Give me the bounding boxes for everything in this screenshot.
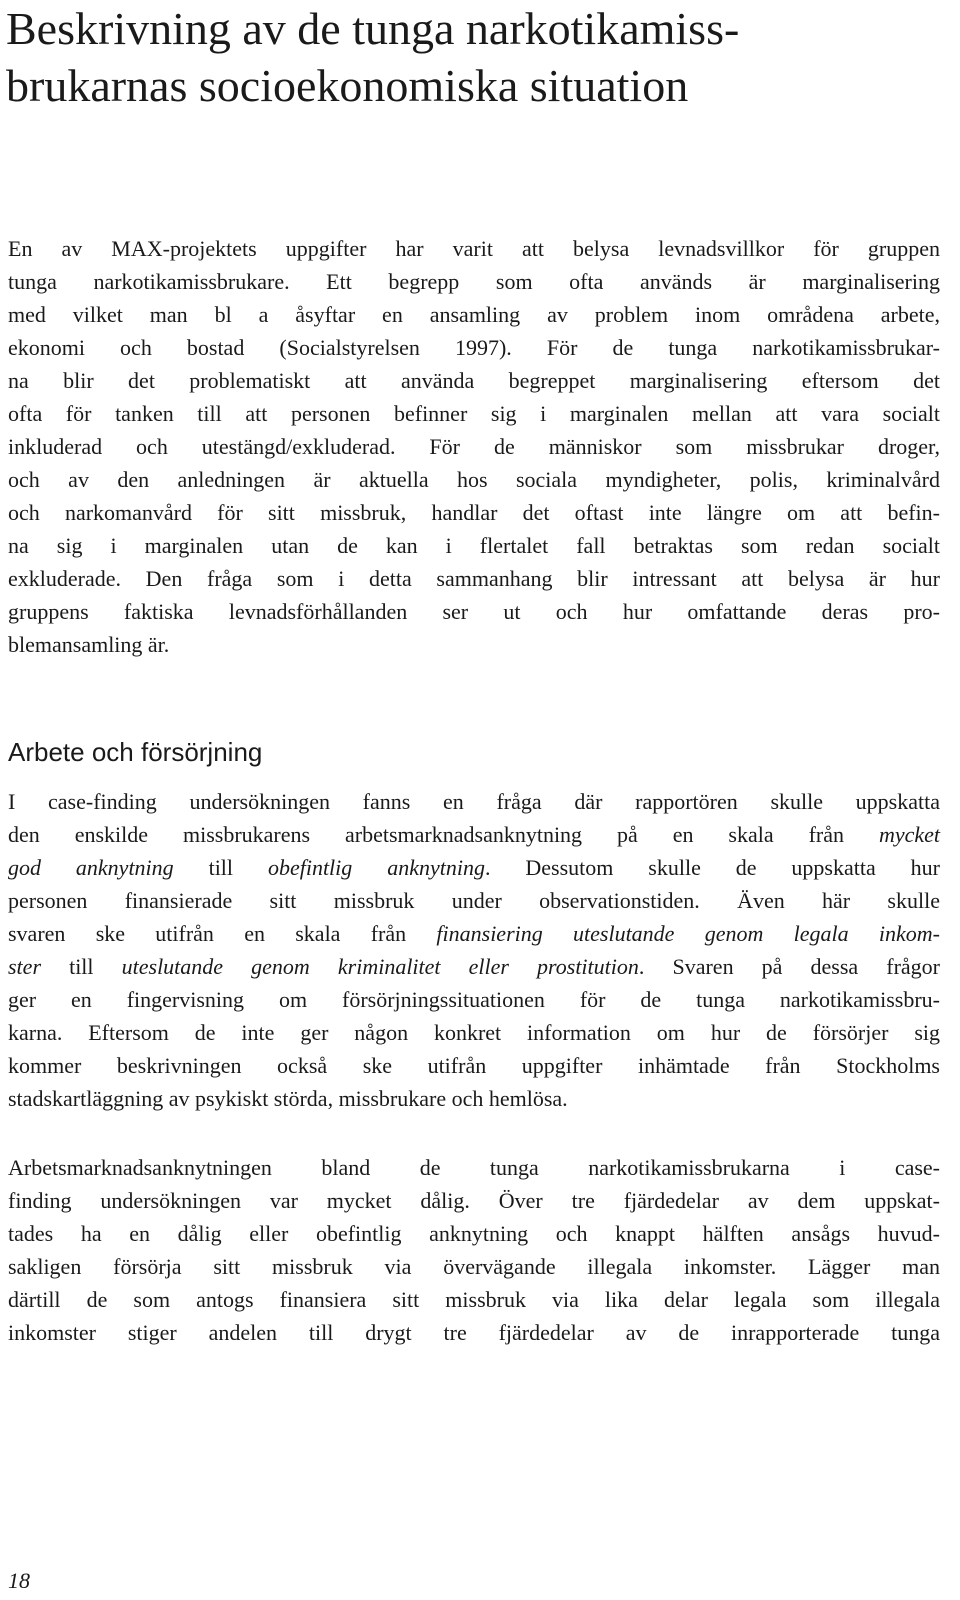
text-line: inkomster stiger andelen till drygt tre fjärdedelar av de inrapporterade tunga	[8, 1320, 940, 1345]
text-line: tades ha en dålig eller obefintlig anknytning och knappt hälften ansågs huvud-	[8, 1221, 940, 1246]
intro-paragraph	[8, 232, 940, 661]
text-line: I case-finding undersökningen fanns en fråga där rapportören skulle uppskatta	[8, 789, 940, 814]
text-line: stadskartläggning av psykiskt störda, missbrukare och hemlösa.	[8, 1086, 568, 1111]
page-title	[6, 0, 946, 114]
italic-term: mycket	[878, 822, 940, 847]
text-line: och narkomanvård för sitt missbruk, handlar det oftast inte längre om att befin-	[8, 500, 940, 525]
text-run: . Dessutom skulle de uppskatta hur	[484, 855, 940, 880]
italic-term: finansiering uteslutande genom legala inkom-	[436, 921, 940, 946]
section-paragraph-2	[8, 1151, 940, 1349]
text-line	[8, 950, 940, 983]
page-title-line: brukarnas socioekonomiska situation	[6, 60, 689, 111]
text-line: med vilket man bl a åsyftar en ansamling av problem inom områdena arbete,	[8, 302, 940, 327]
text-line: blemansamling är.	[8, 632, 170, 657]
text-line: En av MAX-projektets uppgifter har varit att belysa levnadsvillkor för gruppen	[8, 236, 940, 261]
text-line	[8, 917, 940, 950]
italic-term: ster	[8, 954, 41, 979]
text-run: till	[41, 954, 122, 979]
text-run: svaren ske utifrån en skala från	[8, 921, 437, 946]
section-heading: Arbete och försörjning	[8, 737, 263, 767]
page-title-line: Beskrivning av de tunga narkotikamiss-	[6, 3, 740, 54]
text-line: finding undersökningen var mycket dålig. Över tre fjärdedelar av dem uppskat-	[8, 1188, 940, 1213]
text-line: na blir det problematiskt att använda begreppet marginalisering eftersom det	[8, 368, 940, 393]
section-paragraph-1	[8, 785, 940, 1115]
text-line: ekonomi och bostad (Socialstyrelsen 1997). För de tunga narkotikamissbrukar-	[8, 335, 940, 360]
text-line: inkluderad och utestängd/exkluderad. För de människor som missbrukar droger,	[8, 434, 940, 459]
text-line	[8, 818, 940, 851]
page-number: 18	[8, 1568, 30, 1593]
text-line	[8, 851, 940, 884]
text-line: gruppens faktiska levnadsförhållanden ser ut och hur omfattande deras pro-	[8, 599, 940, 624]
text-line: och av den anledningen är aktuella hos sociala myndigheter, polis, kriminalvård	[8, 467, 940, 492]
text-line: Arbetsmarknadsanknytningen bland de tunga narkotikamissbrukarna i case-	[8, 1155, 940, 1180]
italic-term: obefintlig anknytning	[267, 855, 485, 880]
text-line: därtill de som antogs finansiera sitt missbruk via lika delar legala som illegala	[8, 1287, 940, 1312]
text-run: till	[173, 855, 268, 880]
text-run: den enskilde missbrukarens arbetsmarknadsanknytning på en skala från	[8, 822, 879, 847]
text-line: karna. Eftersom de inte ger någon konkret information om hur de försörjer sig	[8, 1020, 940, 1045]
italic-term: god anknytning	[8, 855, 174, 880]
text-line: personen finansierade sitt missbruk under observationstiden. Även här skulle	[8, 888, 940, 913]
text-line: ger en fingervisning om försörjningssituationen för de tunga narkotikamissbru-	[8, 987, 940, 1012]
text-line: tunga narkotikamissbrukare. Ett begrepp som ofta används är marginalisering	[8, 269, 940, 294]
text-line: sakligen försörja sitt missbruk via övervägande illegala inkomster. Lägger man	[8, 1254, 940, 1279]
text-run: . Svaren på dessa frågor	[638, 954, 940, 979]
text-line: kommer beskrivningen också ske utifrån uppgifter inhämtade från Stockholms	[8, 1053, 940, 1078]
text-line: na sig i marginalen utan de kan i flertalet fall betraktas som redan socialt	[8, 533, 940, 558]
text-line: exkluderade. Den fråga som i detta sammanhang blir intressant att belysa är hur	[8, 566, 940, 591]
italic-term: uteslutande genom kriminalitet eller prostitution	[121, 954, 639, 979]
text-line: ofta för tanken till att personen befinner sig i marginalen mellan att vara socialt	[8, 401, 940, 426]
